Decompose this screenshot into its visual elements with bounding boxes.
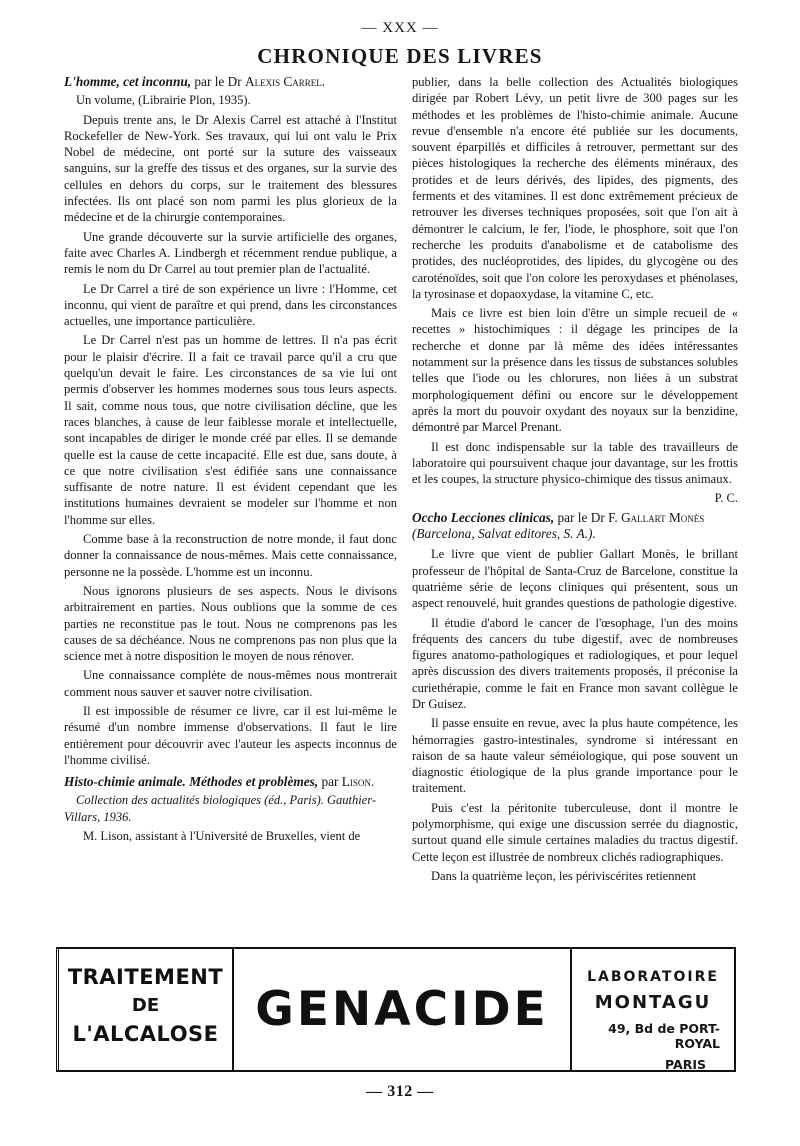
book-author: Gallart Monès xyxy=(621,509,705,525)
continued-paragraph: publier, dans la belle collection des Actualités biologiques dirigée par Robert Lévy, un petit livre de 300 pages sur les méthodes et les problèmes de l'histo-chimie animale. Aucune revue d'ensemble n'a encore été publiée sur les documents, souvent éparpillés et difficiles à retrouver, permettant sur des pièces histologiques la recherche des éléments minéraux, des protides et de leurs dérivés, des lipides, des pigments, des ferments et des vitamines. Il est donc extrêmement précieux de retrouver les diverses techniques proposées, soit que l'on ait à démontrer le calcium, le fer, l'iode, le phosphore, soit que l'on recherche les produits d'anabolisme et de catabolisme des protides, des nucléoprotides, des lipides, du glycogène ou des caroténoïdes, soit que l'on colore les peroxydases et phénolases, la tyrosinase et dopaoxydase, la vitamine C, etc. xyxy=(412,75,738,301)
review-heading-lison xyxy=(64,774,397,790)
reviewer-signature: P. C. xyxy=(714,491,738,506)
review-heading-carrel xyxy=(64,74,397,90)
author-prefix: par le Dr xyxy=(194,74,242,89)
ad-laboratory-city: PARIS xyxy=(665,1057,706,1072)
publication-info: (Barcelona, Salvat editores, S. A.). xyxy=(412,526,596,542)
ad-treatment-panel xyxy=(56,949,234,1070)
review-paragraph: Depuis trente ans, le Dr Alexis Carrel est attaché à l'Institut Rockefeller de New-York. Ses travaux, qui lui ont valu le Prix Nobel de médecine, ont porté sur la suture des vaisseaux sanguins, sur la greffe des tissus et des organes, sur la survie des cellules en dehors du corps, sur le traitement des blessures infectées. Ils ont placé son nom parmi les plus glorieux de la médecine et de la chirurgie contemporaines. xyxy=(64,112,397,225)
review-paragraph: Puis c'est la péritonite tuberculeuse, dont il montre le polymorphisme, qui exige une discussion serrée du diagnostic, surtout quand elle simule certaines maladies du tractus digestif. Cette leçon est illustrée de nombreux clichés radiographiques. xyxy=(412,800,738,864)
review-paragraph: Dans la quatrième leçon, les périviscérites retiennent xyxy=(431,868,697,883)
book-author: Alexis Carrel. xyxy=(245,74,326,89)
review-paragraph: Comme base à la reconstruction de notre monde, il faut donc donner la connaissance de nous-mêmes. Mais cette connaissance, personne ne la possède. L'homme est un inconnu. xyxy=(64,532,397,579)
ad-brand-name: GENACIDE xyxy=(255,982,549,1037)
section-title: CHRONIQUE DES LIVRES xyxy=(257,44,543,68)
review-paragraph: Le livre que vient de publier Gallart Monès, le brillant professeur de l'hôpital de Santa-Cruz de Barcelone, constitue la quatrième série de leçons cliniques qui présentent, sous un aspect renouvelé, huit grandes questions de pathologie digestive. xyxy=(412,547,738,611)
ad-treatment-line: DE xyxy=(131,995,160,1016)
ad-laboratory-address: 49, Bd de PORT-ROYAL xyxy=(608,1021,720,1051)
advertisement-banner xyxy=(56,947,736,1072)
author-prefix: par le Dr F. xyxy=(557,509,618,525)
ad-laboratory-panel xyxy=(570,949,736,1070)
book-title: L'homme, cet inconnu, xyxy=(64,74,192,89)
right-column xyxy=(412,74,738,887)
ad-brand-panel xyxy=(234,949,570,1070)
review-paragraph: Nous ignorons plusieurs de ses aspects. Nous le divisons arbitrairement en parties. Nous oublions que la somme de ces parties ne reconstitue pas le tout. Nous ne comprenons pas les causes de sa déchéance. Nous ne comprenons pas non plus que la science met à notre disposition le moyen de nous rénover. xyxy=(64,583,397,664)
ad-treatment-line: L'ALCALOSE xyxy=(72,1022,219,1046)
ad-treatment-line: TRAITEMENT xyxy=(67,965,224,989)
roman-folio: — XXX — xyxy=(361,20,439,36)
review-paragraph: Il est donc indispensable sur la table des travailleurs de laboratoire qui poursuivent chaque jour davantage, sur les frottis et les coupes, la structure physico-chimique des tissus animaux. xyxy=(412,439,738,487)
review-paragraph: M. Lison, assistant à l'Université de Bruxelles, vient de xyxy=(83,829,361,844)
review-paragraph: Le Dr Carrel a tiré de son expérience un livre : l'Homme, cet inconnu, qui vient de paraître et qui prend, dans les circonstances actuelles, une importance particulière. xyxy=(64,281,397,329)
book-title: Histo-chimie animale. Méthodes et problèmes, xyxy=(64,774,319,790)
ad-laboratory-name: MONTAGU xyxy=(594,992,712,1013)
review-paragraph: Mais ce livre est bien loin d'être un simple recueil de « recettes » histochimiques : il dégage les principes de la recherche et donne par là même des idées intéressantes notamment sur la présence dans les tissus de substances solubles telles que l'iode ou les chlorures, non liées à un substrat morphologiquement défini ou encore sur le développement après la mort du pouvoir oxydant des noyaux sur la benzidine, démontré par Marcel Prenant. xyxy=(412,306,738,435)
ad-laboratory-line: LABORATOIRE xyxy=(587,969,719,985)
review-heading-gallart xyxy=(412,510,738,543)
left-column xyxy=(64,74,397,847)
page-number: — 312 — xyxy=(366,1083,434,1100)
book-title: Occho Lecciones clinicas, xyxy=(412,509,555,525)
publication-info: Collection des actualités biologiques (éd., Paris). Gauthier-Villars, 1936. xyxy=(64,793,377,824)
book-author: Lison. xyxy=(341,774,375,790)
author-prefix: par xyxy=(321,774,339,790)
review-paragraph: Le Dr Carrel n'est pas un homme de lettres. Il n'a pas écrit pour le plaisir d'écrire. Il a fait ce travail parce qu'il a cru que quelqu'un devait le faire. Les circonstances de sa vie lui ont permis d'observer les hommes modernes sous tous leurs aspects. Il sait, comme nous tous, que notre civilisation décline, que les races blanches, à cause de leur faiblesse morale et intellectuelle, sont incapables de diriger le monde créé par elles. Il se demande quelle est la cause de cette incapacité. Elle est due, sans doute, à ce que notre civilisation s'est édifiée sans une connaissance suffisante de notre nature. Il est évident cependant que les institutions humaines devraient se modeler sur l'homme et non l'homme sur elles. xyxy=(64,333,397,527)
review-paragraph: Il étudie d'abord le cancer de l'œsophage, l'un des moins fréquents des cancers du tube digestif, avec de nombreuses figures anatomo-pathologiques et radiologiques, et pour lequel après discussion des divers traitements proposés, il préconise la curiethérapie, comme le fait en France mon savant collègue le Dr Guisez. xyxy=(412,615,738,711)
review-paragraph: Il est impossible de résumer ce livre, car il est lui-même le résumé d'un nombre immense d'observations. Il faut le lire entièrement pour découvrir avec l'auteur les aspects inconnus de l'homme civilisé. xyxy=(64,703,397,767)
review-paragraph: Une grande découverte sur la survie artificielle des organes, faite avec Charles A. Lindbergh et récemment rendue publique, a remis le nom du Dr Carrel au tout premier plan de l'actualité. xyxy=(64,229,397,277)
review-paragraph: Une connaissance complète de nous-mêmes nous montrerait comment nous sauver et sauver notre civilisation. xyxy=(64,668,397,699)
review-paragraph: Il passe ensuite en revue, avec la plus haute compétence, les hémorragies gastro-intestinales, syndrome si intéressant en raison de sa haute valeur séméiologique, qui pose souvent un diagnostic étiologique de la plus grande importance pour le traitement. xyxy=(412,716,738,796)
publication-info: Un volume, (Librairie Plon, 1935). xyxy=(76,93,251,108)
